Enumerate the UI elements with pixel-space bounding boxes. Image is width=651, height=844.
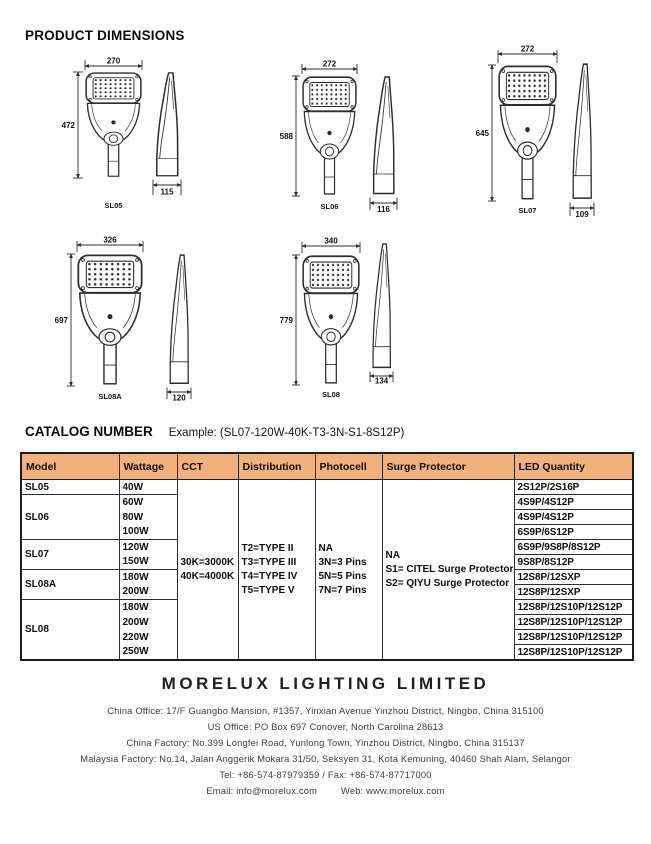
catalog-number-row [25, 423, 404, 441]
sl06-height-dim: 588 [279, 132, 293, 141]
web-text: Web: www.morelux.com [341, 786, 445, 796]
company-name: MORELUX LIGHTING LIMITED [161, 674, 490, 693]
sl08a-width-dim: 326 [103, 235, 117, 245]
distribution-option: T5=TYPE V [241, 584, 295, 596]
wattage-cell: 100W [119, 525, 177, 540]
product-dimensions-title: PRODUCT DIMENSIONS [25, 28, 185, 43]
sl07-front-view [499, 66, 556, 198]
sl05-technical-drawing [35, 55, 200, 213]
col-header-photocell: Photocell [315, 453, 382, 480]
sl08a-depth-dim: 120 [172, 393, 186, 403]
model-cell-sl08: SL08 [21, 600, 119, 661]
sl06-technical-drawing [268, 52, 403, 214]
sl08a-height-dim: 697 [54, 316, 68, 325]
distribution-cell [238, 480, 315, 661]
catalog-number-title: CATALOG NUMBER [25, 424, 153, 439]
col-header-cct: CCT [177, 453, 238, 480]
email-web-line [0, 783, 651, 799]
wattage-cell: 150W [119, 555, 177, 570]
model-cell-sl08a: SL08A [21, 570, 119, 600]
sl05-width-dim: 270 [106, 56, 121, 66]
model-cell-sl05: SL05 [21, 480, 119, 495]
sl05-front-view [86, 73, 141, 176]
model-cell-sl07: SL07 [21, 540, 119, 570]
photocell-option: 5N=5 Pins [318, 570, 367, 582]
photocell-option: NA [318, 542, 333, 554]
led-quantity-cell: 12S8P/12S10P/12S12P [514, 645, 633, 661]
sl06-width-dim: 272 [322, 59, 337, 69]
col-header-model: Model [21, 453, 119, 480]
table-header-row [21, 453, 633, 480]
sl06-label: SL06 [320, 202, 339, 211]
wattage-cell: 200W [119, 585, 177, 600]
led-quantity-cell: 4S9P/4S12P [514, 510, 633, 525]
wattage-cell: 40W [119, 480, 177, 495]
wattage-cell: 220W [119, 630, 177, 645]
sl08-depth-dim: 134 [374, 376, 389, 386]
sl08a-label: SL08A [98, 392, 122, 401]
footer-address-block [0, 703, 651, 799]
led-quantity-cell: 6S9P/9S8P/8S12P [514, 540, 633, 555]
wattage-cell: 180W [119, 570, 177, 585]
surge-option: NA [385, 549, 400, 561]
email-text: Email: info@morelux.com [206, 786, 318, 796]
model-cell-sl06: SL06 [21, 495, 119, 540]
wattage-cell: 200W [119, 615, 177, 630]
sl08-width-dim: 340 [324, 236, 338, 246]
us-office-line: US Office: PO Box 697 Conover, North Carolina 28613 [207, 722, 444, 732]
led-quantity-cell: 12S8P/12S10P/12S12P [514, 600, 633, 615]
distribution-option: T2=TYPE II [241, 542, 294, 554]
col-header-surge: Surge Protector [382, 453, 514, 480]
sl05-label: SL05 [104, 201, 123, 210]
distribution-option: T4=TYPE IV [241, 570, 298, 582]
surge-option: S2= QIYU Surge Protector [385, 577, 510, 589]
wattage-cell: 80W [119, 510, 177, 525]
led-quantity-cell: 12S8P/12SXP [514, 585, 633, 600]
led-quantity-cell: 6S9P/6S12P [514, 525, 633, 540]
sl05-depth-dim: 115 [160, 187, 174, 197]
sl08a-technical-drawing [48, 230, 198, 402]
sl08-technical-drawing [260, 222, 405, 402]
distribution-option: T3=TYPE III [241, 556, 297, 568]
wattage-cell: 250W [119, 645, 177, 661]
sl06-depth-dim: 116 [377, 205, 390, 214]
sl07-side-view [573, 64, 591, 198]
sl05-height-dim: 472 [61, 121, 75, 130]
surge-option: S1= CITEL Surge Protector [385, 563, 514, 575]
catalog-table [20, 452, 634, 661]
sl07-width-dim: 272 [520, 44, 535, 54]
sl06-side-view [374, 77, 394, 194]
led-quantity-cell: 12S8P/12S10P/12S12P [514, 630, 633, 645]
sl08-side-view [373, 244, 390, 367]
surge-protector-cell [382, 480, 514, 661]
col-header-led-quantity: LED Quantity [514, 453, 633, 480]
cct-option: 40K=4000K [180, 570, 235, 582]
table-row [21, 480, 633, 495]
col-header-wattage: Wattage [119, 453, 177, 480]
sl05-side-view [157, 73, 178, 176]
cct-cell [177, 480, 238, 661]
sl07-height-dim: 645 [475, 129, 489, 138]
photocell-cell [315, 480, 382, 661]
wattage-cell: 60W [119, 495, 177, 510]
led-quantity-cell: 12S8P/12S10P/12S12P [514, 615, 633, 630]
led-quantity-cell: 9S8P/8S12P [514, 555, 633, 570]
photocell-option: 3N=3 Pins [318, 556, 367, 568]
led-quantity-cell: 12S8P/12SXP [514, 570, 633, 585]
malaysia-factory-line: Malaysia Factory: No.14, Jalan Anggerik Mokara 31/50, Seksyen 31, Kota Kemuning, 40460 Shah Alam, Selangor [80, 754, 571, 764]
sl08a-front-view [78, 255, 141, 383]
sl08a-side-view [170, 255, 188, 383]
catalog-example: Example: (SL07-120W-40K-T3-3N-S1-8S12P) [168, 427, 405, 439]
sl08-label: SL08 [322, 390, 340, 399]
photocell-option: 7N=7 Pins [318, 584, 367, 596]
col-header-distribution: Distribution [238, 453, 315, 480]
led-quantity-cell: 2S12P/2S16P [514, 480, 633, 495]
cct-option: 30K=3000K [180, 556, 235, 568]
sl06-front-view [303, 77, 356, 194]
sl08-front-view [303, 256, 359, 383]
wattage-cell: 120W [119, 540, 177, 555]
china-factory-line: China Factory: No.399 Longfei Road, Yunlong Town, Yinzhou District, Ningbo, China 315137 [126, 738, 525, 748]
led-quantity-cell: 4S9P/4S12P [514, 495, 633, 510]
tel-fax-line: Tel: +86-574-87979359 / Fax: +86-574-87717000 [219, 770, 432, 780]
sl07-label: SL07 [518, 206, 537, 215]
china-office-line: China Office: 17/F Guangbo Mansion, #1357, Yinxian Avenue Yinzhou District, Ningbo, China 315100 [107, 706, 544, 716]
wattage-cell: 180W [119, 600, 177, 615]
sl07-depth-dim: 109 [575, 210, 589, 219]
sl08-height-dim: 779 [279, 316, 293, 325]
footer [0, 674, 651, 799]
sl07-technical-drawing [462, 36, 602, 218]
